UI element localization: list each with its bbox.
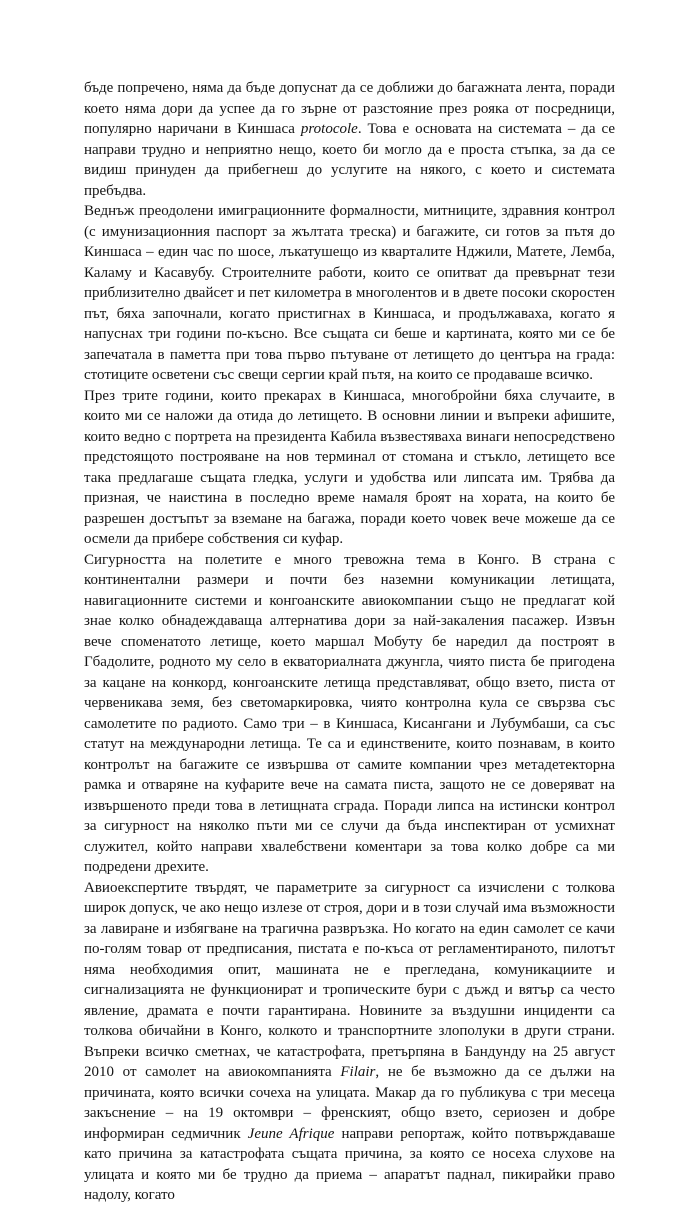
text-run: , не бе възможно да се дължи на причината, която всички сочеха на улицата. Макар да го публикува с три месеца закъснение – на 19 октомври – френският, общо взето, сериозен и добре информиран седмичник <box>84 1064 615 1142</box>
paragraph <box>84 201 615 386</box>
text-run: бъде попречено, няма да бъде допуснат да се доближи до багажната лента, поради което няма дори да успее да го зърне от разстояние през рояка от посредници, популярно наричани в Киншаса <box>84 80 615 137</box>
italic-term: Filair <box>340 1064 376 1080</box>
paragraph <box>84 878 615 1206</box>
text-run: Сигурността на полетите е много тревожна тема в Конго. В страна с континентални размери и почти без наземни комуникации летищата, навигационните системи и конгоанските авиокомпании също не предлагат кой знае колко обнадеждаваща алтернатива дори за най-закаления пасажер. Извън вече споменатото летище, което маршал Мобуту бе наредил да построят в Гбадолите, родното му село в екваториалната джунгла, чиято писта бе пригодена за кацане на конкорд, конгоанските летища представляват, общо взето, писта от червеникава земя, без светомаркировка, чиято контролна кула се свързва със самолетите по радиото. Само три – в Киншаса, Кисангани и Лубумбаши, са със статут на международни летища. Те са и единствените, които познавам, в които контролът на багажите се извършва от самите компании чрез метадетекторна рамка и отваряне на куфарите вече на самата писта, защото не се доверяват на извършеното преди това в летищната сграда. Поради липса на истински контрол за сигурност на няколко пъти ми се случи да бъда инспектиран от усмихнат служител, който направи хвалебствени коментари за това колко добре са ми подредени дрехите. <box>84 551 615 875</box>
text-run: направи репортаж, който потвърждаваше като причина за катастрофата същата причина, за която се носеха слухове на улицата и която ми бе трудно да приема – апаратът паднал, пикирайки право надолу, когато <box>84 1125 615 1203</box>
text-run: Веднъж преодолени имиграционните формалности, митниците, здравния контрол (с имунизационния паспорт за жълтата треска) и багажите, си готов за пътя до Киншаса – един час по шосе, лъкатушещо из кварталите Нджили, Матете, Лемба, Каламу и Касавубу. Строителните работи, които се опитват да превърнат тези приблизително двайсет и пет километра в многолентов и в двете посоки скоростен път, бяха започнали, когато пристигнах в Киншаса, и продължаваха, когато я напуснах три години по-късно. Все същата си беше и картината, която ми се бе запечатала в паметта при това първо пътуване от летището до центъра на града: стотиците осветени със свещи сергии край пътя, на които се продаваше всичко. <box>84 203 615 383</box>
text-run: Авиоекспертите твърдят, че параметрите за сигурност са изчислени с толкова широк допуск, че ако нещо излезе от строя, дори и в този случай има възможности за лавиране и избягване на трагична развръзка. Но когато на един самолет се качи по-голям товар от предписания, пистата е по-къса от регламентираното, пилотът няма необходимия опит, машината не е прегледана, комуникациите и сигнализацията не функционират и тропическите бури с дъжд и вятър са често явление, драмата е почти гарантирана. Новините за въздушни инциденти са толкова обичайни в Конго, колкото и транспортните злополуки в други страни. Въпреки всичко сметнах, че катастрофата, претърпяна в Бандунду на 25 август 2010 от самолет на авиокомпанията <box>84 879 615 1080</box>
italic-term: Jeune Afrique <box>247 1125 335 1142</box>
paragraph <box>84 550 615 878</box>
paragraph <box>84 386 615 550</box>
text-run: През трите години, които прекарах в Киншаса, многобройни бяха случаите, в които ми се наложи да отида до летището. В основни линии и въпреки афишите, които ведно с портрета на президента Кабила възвестяваха винаги непосредствено предстоящото построяване на нов терминал от стомана и стъкло, летището все така предлагаше същата гледка, услуги и удобства или липсата им. Трябва да призная, че наистина в последно време намаля броят на хората, на които бе разрешен достъпът за вземане на багажа, поради което човек вече можеше да се осмели да прибере собствения си куфар. <box>84 387 615 547</box>
text-run: . Това е основата на системата – да се направи трудно и неприятно нещо, което би могло да е проста стъпка, за да се видиш принуден да прибегнеш до услугите на някого, с което и системата пребъдва. <box>84 121 615 199</box>
italic-term: protocole <box>300 121 358 137</box>
body-text <box>84 78 615 1206</box>
paragraph <box>84 78 615 201</box>
